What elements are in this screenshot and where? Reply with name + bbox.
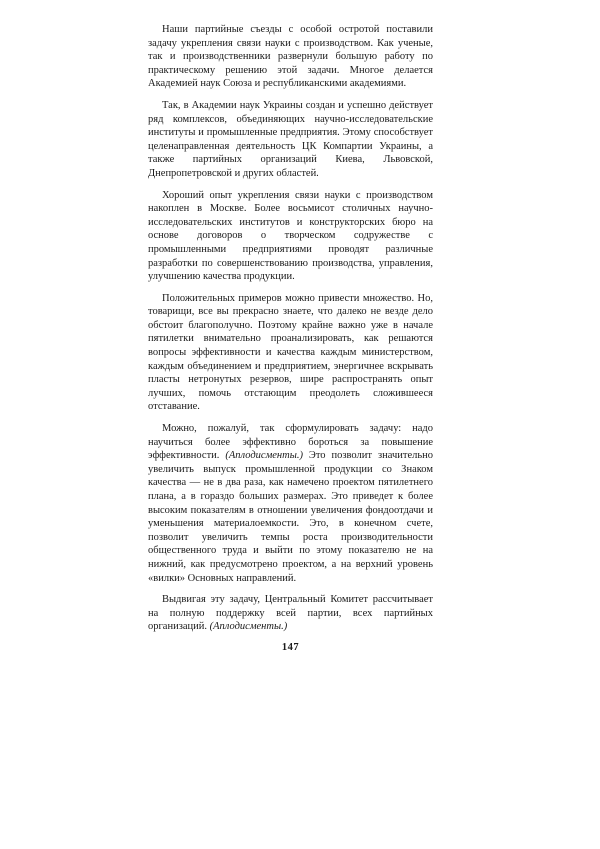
paragraph-6 [148, 593, 433, 634]
paragraph-2-text: Так, в Академии наук Украины создан и успешно действует ряд комплексов, объединяющих научно-исследовательские институты и промышленные предприятия. Этому способствует целенаправленная деятельность ЦК Компартии Украины, а также партийных организаций Киева, Львовской, Днепропетровской и других областей. [148, 99, 433, 179]
applause-remark: (Аплодисменты.) [209, 621, 288, 633]
page-number: 147 [281, 641, 300, 653]
paragraph-1-text: Наши партийные съезды с особой остротой поставили задачу укрепления связи науки с производством. Как ученые, так и производственники развернули большую работу по практическому решению этой задачи. Многое делается Академией наук Союза и республиканскими академиями. [148, 24, 433, 90]
paragraph-5-text-a: Можно, пожалуй, так сформулировать задачу: надо научиться более эффективно бороться за повышение эффективности. [148, 423, 433, 462]
paragraph-3-text: Хороший опыт укрепления связи науки с производством накоплен в Москве. Более восьмисот столичных научно-исследовательских институтов и конструкторских бюро на основе договоров о творческом содружестве с промышленными предприятиями проводят различные разработки по совершенствованию производства, управления, улучшению качества продукции. [148, 189, 433, 283]
paragraph-4-text: Положительных примеров можно привести множество. Но, товарищи, все вы прекрасно знаете, что далеко не везде дело обстоит благополучно. Поэтому крайне важно уже в начале пятилетки внимательно проанализировать, как решаются вопросы эффективности и качества каждым министерством, каждым объединением и предприятием, энергичнее вскрывать пласты нетронутых резервов, шире распространять опыт лучших, помочь отстающим преодолеть сложившееся отставание. [148, 292, 433, 413]
paragraph-3 [148, 189, 433, 284]
paragraph-5 [148, 422, 433, 585]
paragraph-5-text-b: Это позволит значительно увеличить выпуск промышленной продукции со Знаком качества — не в два раза, как намечено проектом пятилетнего плана, а в гораздо больших размерах. Это приведет к более высоким показателям в отношении увеличения фондоотдачи и уменьшения материалоемкости. Это, в конечном счете, позволит увеличить темпы роста производительности общественного труда и выйти по этому показателю не на нижний, как предусмотрено проектом, а на верхний уровень «вилки» Основных направлений. [148, 450, 433, 584]
applause-remark: (Аплодисменты.) [225, 450, 303, 462]
paragraph-2 [148, 99, 433, 181]
document-page [148, 23, 433, 653]
paragraph-1 [148, 23, 433, 91]
paragraph-4 [148, 292, 433, 414]
paragraph-6-text: Выдвигая эту задачу, Центральный Комитет рассчитывает на полную поддержку всей партии, всех партийных организаций. [148, 594, 433, 633]
